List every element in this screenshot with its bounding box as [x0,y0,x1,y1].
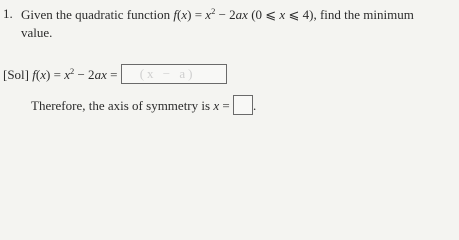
solution-tag: [Sol] [3,67,29,82]
axis-of-symmetry-text: Therefore, the axis of symmetry is [31,98,214,113]
solution-expression: $f(x) = x^2 - 2ax$ = [32,66,121,82]
problem-tail: , find the minimum [313,7,414,22]
answer-box-axis[interactable] [233,95,253,115]
domain-condition: (0 ⩽ x ⩽ 4) [251,7,314,22]
function-expression: $f(x) = x^2 - 2ax$ [173,6,248,22]
problem-intro: Given the quadratic function [21,7,171,22]
problem-text-line-2: value. [21,25,53,40]
problem-text-line-1 [21,6,414,23]
problem-line-1 [3,6,13,22]
answer-box-completed-square[interactable] [121,64,227,84]
solution-line-1 [3,64,227,84]
solution-line-2: Therefore, the axis of symmetry is x = . [31,95,256,115]
problem-number: 1. [3,6,13,21]
faint-printed-hint: (x − a) [139,66,196,81]
